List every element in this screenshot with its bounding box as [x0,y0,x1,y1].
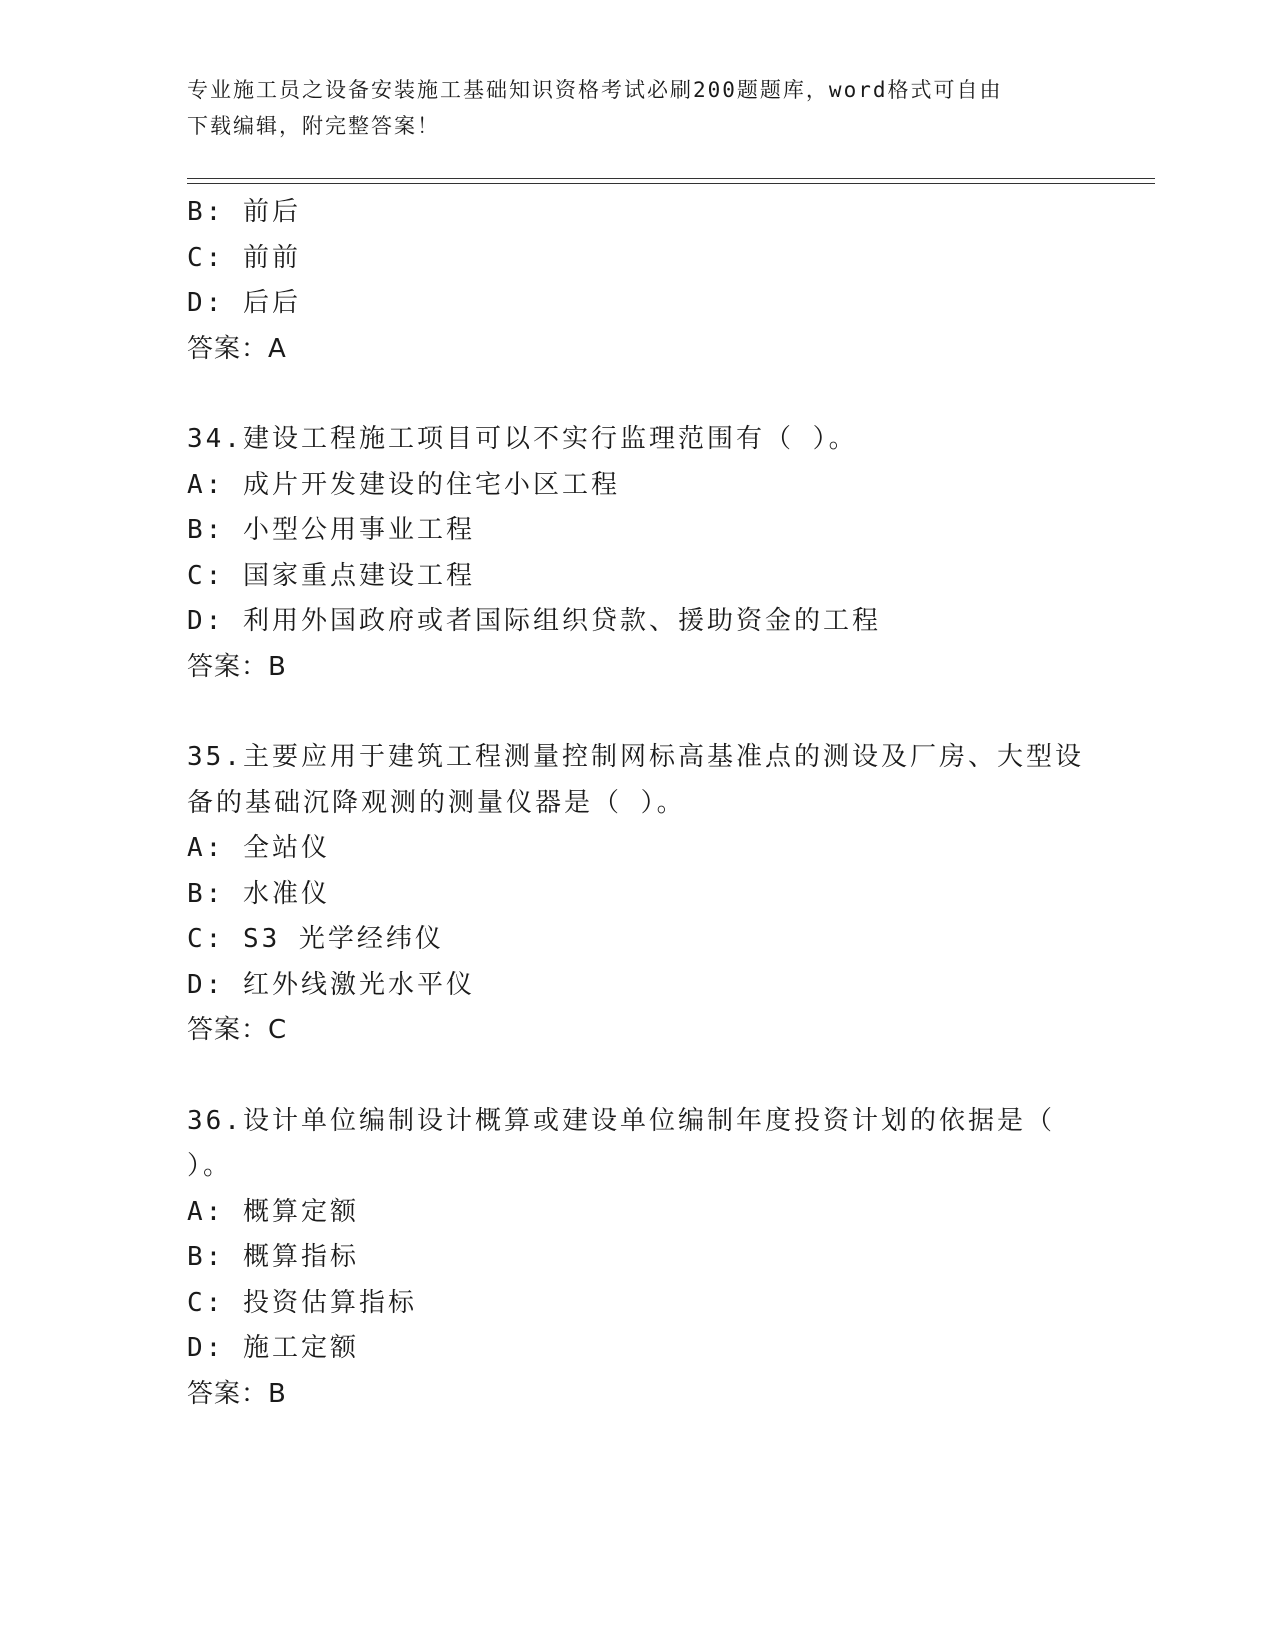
option-a: A: 概算定额 [187,1196,359,1227]
option-d: D: 施工定额 [187,1333,359,1363]
option-c: C: 国家重点建设工程 [187,560,475,591]
option-b: B: 概算指标 [187,1242,359,1272]
option-c: C: 投资估算指标 [187,1287,417,1318]
answer-line: 答案：B [187,651,287,682]
option-a: A: 成片开发建设的住宅小区工程 [187,469,620,500]
header-line-1: 专业施工员之设备安装施工基础知识资格考试必刷200题题库，word格式可自由 [187,78,1003,102]
question-stem-line-1: 35.主要应用于建筑工程测量控制网标高基准点的测设及厂房、大型设 [187,742,1084,772]
answer-line: 答案：A [187,333,287,364]
option-c: C: S3 光学经纬仪 [187,924,444,954]
document-header [187,72,1087,144]
answer-line: 答案：B [187,1378,287,1409]
question-stem: 34.建设工程施工项目可以不实行监理范围有（ ）。 [187,424,858,454]
option-c: C: 前前 [187,242,301,273]
option-d: D: 利用外国政府或者国际组织贷款、援助资金的工程 [187,606,881,636]
header-divider [187,178,1155,179]
option-d: D: 后后 [187,288,301,318]
option-a: A: 全站仪 [187,833,330,863]
question-36 [187,1099,1087,1418]
header-line-2: 下载编辑，附完整答案！ [187,114,440,138]
answer-line: 答案：C [187,1015,288,1045]
question-list [187,190,1087,1417]
question-35 [187,735,1087,1054]
question-stem-line-2: ）。 [187,1151,233,1181]
option-d: D: 红外线激光水平仪 [187,969,475,1000]
question-stem-line-1: 36.设计单位编制设计概算或建设单位编制年度投资计划的依据是（ [187,1105,1055,1136]
header-divider-secondary [187,183,1155,184]
option-b: B: 前后 [187,197,301,227]
question-stem-line-2: 备的基础沉降观测的测量仪器是（ ）。 [187,787,686,818]
option-b: B: 小型公用事业工程 [187,515,475,545]
option-b: B: 水准仪 [187,878,330,909]
question-34 [187,417,1087,690]
